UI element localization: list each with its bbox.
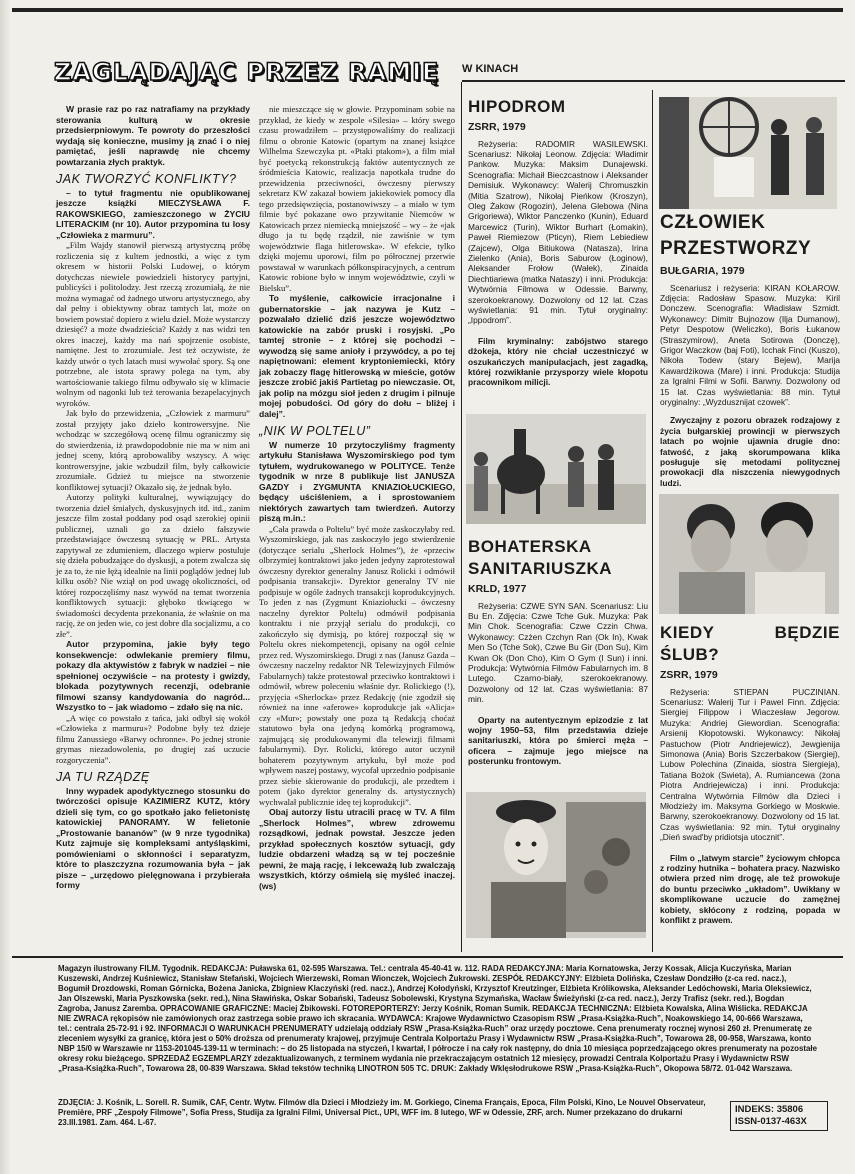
- subheading: JA TU RZĄDZĘ: [56, 770, 150, 784]
- film-title: CZŁOWIEK PRZESTWORZY: [660, 212, 812, 259]
- photo-czlowiek: [659, 97, 837, 209]
- imprint: Magazyn ilustrowany FILM. Tygodnik. REDAKCJA: Puławska 61, 02-595 Warszawa. Tel.: centrala 45-40-41 w. 112. RADA REDAKCYJNA: Maria Kornatowska, Jerzy Kossak, Alicja Kuczyńska, Marian Kuszewski, Andrzej Kuśniewicz, Stanisław Stefański, Wojciech Wierzewski, Roman Wionczek, Wojciech Żukrowski. ZESPÓŁ REDAKCYJNY: Elżbieta Dolińska, Czesław Dondziłło (z-ca red. nacz.), Bogumił Drozdowski, Roman Górnicka, Bożena Janicka, Zbigniew Klaczyński (red. nacz.), Andrzej Kołodyński, Krzysztof Kreutzinger, Elżbieta Królikowska, Aleksander Ledóchowski, Maria Oleksiewicz, Jan Olszewski, Maria Pyszkowska (sekr. red.), Nina Sławińska, Oskar Sobański, Tadeusz Sobolewski, Krystyna Szymańska, Wacław Świeżyński (z-ca red. nacz.), Jerzy Trafisz (sekr. red.), Bogdan Zagroba, Janusz Zaremba. OPRACOWANIE GRAFICZNE: Maciej Żbikowski. FOTOREPORTERZY: Jerzy Kośnik, Roman Sumik. REDAKCJA TECHNICZNA: Elżbieta Kowalska, Alina Wiślicka. REDAKCJA NIE ZWRACA rękopisów nie zamówionych oraz zastrzega sobie prawo ich skracania. WYDAWCA: Krajowe Wydawnictwo Czasopism RSW „Prasa-Książka-Ruch”, Noakowskiego 14, 00-666 Warszawa, tel.: centrala 25-72-91 i 92. INFORMACJI O WARUNKACH PRENUMERATY udzielają oddziały RSW „Prasa-Książka-Ruch” oraz urzędy pocztowe. Cena prenumeraty rocznej wynosi 260 zł. Prenumeratę ze zleceniem wysyłki za granicę, która jest o 50% droższa od prenumeraty krajowej, przyjmuje Centrala Kolportażu Prasy i Wydawnictw RSW „Prasa-Książka-Ruch”, Towarowa 28, 00-958, Warszawa, konto NBP 15/0 w Warszawie nr 1153-201045-139-11 w terminach: – do 25 listopada na styczeń, I kwartał, I półrocze i na cały rok następny, do dnia 10 miesiąca poprzedzającego okres prenumeraty na pozostałe okresy roku bieżącego. SPRZEDAŻ EGZEMPLARZY zdezaktualizowanych, z terminem wydania nie przekraczającym ostatnich 12 miesięcy, prowadzi Centrala Kolportażu Prasy i Wydawnictw RSW „Prasa-Książka-Ruch”, Towarowa 28, 00-839 Warszawa. Skład tekstów techniką LINOTRON 505 TC. DRUK: Zakłady Wklęsłodrukowe RSW „Prasa-Książka-Ruch”, Okopowa 58/72. 01-042 Warszawa.: [58, 964, 817, 1073]
- paragraph: „Film Wajdy stanowił pierwszą artystyczną próbę rozliczenia się z kultem jednostki, a więc z tym okresem w historii Polski Ludowej, o którym dotychczas niewiele powiedzieli historycy partyjni, publicyści i politolodzy. Jest rzeczą zrozumiałą, że nie można wymagać od żadnego utworu artystycznego, aby dał pełny i obiektywny obraz tamtych lat, może on bowiem powstać dopiero z wielu dzieł. Może wystarczy dziesięć? a może dwadzieścia? Każdy z nas widzi ten okres inaczej, każdy ma nań spojrzenie osobiste, namiętne. Jest to zrozumiałe. Jest też oczywiste, że każdy utwór o tych latach musi wywołać spory. Są one potrzebne, ale istota sprawy polega na tym, aby wartościowanie takiego filmu odbywało się w klimacie wolnym od nagonki lub też terowania bezapelacyjnych wyroków.: [56, 240, 250, 408]
- paragraph: „A więc co powstało z tańca, jaki odbył się wokół «Człowieka z marmuru»? Podobne były też dzieje filmu Zanussiego «Barwy ochronne». Po jednej stronie grymas niezadowolenia, po drugiej zaś uczucie rozgoryczenia”.: [56, 712, 250, 765]
- subheading: „NIK W POLTELU”: [259, 424, 371, 438]
- film-credits: Reżyseria: STIEPAN PUCZINIAN. Scenariusz: Walerij Tur i Pawel Finn. Zdjęcia: Siergiej Filippow i Wiaczesław Jegorow. Muzyka: Andriej Giewordian. Scenografia: Arsienij Kłopotowski. Wykonawcy: Nikołaj Pastuchow (Piotr Andriejewicz), Jewgienija Simonowa (Ania) Boris Szczerbakow (Siergiej), Lubow Polechina (Zinaida, siostra Siergieja), Tatiana Bożok (Swieta), A. Rumiancewa (żona Piotra Andriejewicza) i inni. Produkcja: Centralna Wytwórnia Filmów dla Dzieci i Młodzieży im. Maksyma Gorkiego w Moskwie. Barwny, szerokoekranowy. Dozwolony od 15 lat. Czas wyświetlania: 92 min. Tytuł oryginalny „Dień swad'by pridiotsja utocznit”.: [660, 686, 840, 843]
- article-column-1: [56, 104, 250, 891]
- paragraph: W numerze 10 przytoczyliśmy fragmenty artykułu Stanisława Wyszomirskiego pod tym tytułem, wydrukowanego w POLITYCE. Tenże tygodnik w nrze 8 publikuje list JANUSZA GAZDY i ZYGMUNTA KNIAZIOŁUCKIEGO, będący uściśleniem, a i sprostowaniem niektórych zawartych tam twierdzeń. Autorzy piszą m.in.:: [259, 439, 455, 523]
- photo-bohaterska: [466, 792, 646, 938]
- paragraph: Inny wypadek apodyktycznego stosunku do twórczości opisuje KAZIMIERZ KUTZ, który dzieli się tym, co go spotkało jako felietonistę katowickiej PANORAMY. W felietonie „Prostowanie bananów” (w 9 nrze tygodnika) Kutz zajmuje się kompleksami antyśląskimi, pomówieniami o skłonności i separatyzm, które to plaszczyzna rozumowania była – jak pisze – „urzędowo pielęgnowana i przybierała formy: [56, 785, 250, 890]
- film-caption: Oparty na autentycznym epizodzie z lat wojny 1950–53, film przedstawia dzieje sanitariuszki, która po śmierci męża – oficera – zajmuje jego miejsce na posterunku frontowym.: [468, 714, 648, 767]
- film-credits: Reżyseria: CZWE SYN SAN. Scenariusz: Liu Bu En. Zdjęcia: Czwe Tche Guk. Muzyka: Pak Min Chok. Scenografia: Czwe Czzin Chwa. Wykonawcy: Czżen Czchyn Ran (Ok In), Kwak Men So (Tche Sok), Czwe Bu Gir (Don Su), Kim Kwan Ok (Don Cho), Kim O Gym (I Sun) i inni. Produkcja: Wytwórnia Filmów Fabularnych im. 8 Lutego. Czarno-biały, szerokoekranowy. Dozwolony od 12 lat. Czas wyświetlania: 87 min.: [468, 600, 648, 705]
- film-country: ZSRR, 1979: [468, 121, 526, 133]
- index-box: [730, 1101, 828, 1131]
- film-title: BOHATERSKA SANITARIUSZKA: [468, 537, 613, 578]
- film-czlowiek: [660, 210, 840, 488]
- column-masthead: ZAGLĄDAJĄC PRZEZ RAMIĘ: [54, 58, 440, 86]
- divider-vertical: [652, 90, 653, 952]
- film-hipodrom: [468, 96, 648, 388]
- paragraph: Jak było do przewidzenia, „Człowiek z marmuru” został przyjęty jako dzieło kontrowersyjne. Nie wchodząc w szczegółową ocenę filmu ograniczmy się do stwierdzenia, iż prawdopodobnie nie ma w nim ani jednej sceny, którą aprobowaliby wszyscy. A więc kontrowersyjne, jakie wzbudził film, były całkowicie zrozumiałe. Gdzież tu miejsce na stworzenie konfliktowej sytuacji? Okazało się, że jednak było.: [56, 408, 250, 492]
- film-credits: Scenariusz i reżyseria: KIRAN KOŁAROW. Zdjęcia: Radosław Spasow. Muzyka: Kiril Donczew. Scenografia: Władisław Szmidt. Wykonawcy: Dimitr Bujnozow (Ilja Dumanow), Petyr Despotow (Weliczko), Boris Łukanow (Straszymirow), Aneta Sotirowa (Donczę), Grigor Waczkow (baj Foti), Icchak Finci (Kuszo), Nikoła Todew (stary Bejew), Marija Kawardżikowa (Mare) i inni. Produkcja: Studija za Igralni Filmi w Sofii. Barwny. Dozwolony od 15 lat. Czas wyświetlania: 88 min. Tytuł oryginalny: „Wyzdusznijat czowek”.: [660, 282, 840, 407]
- index-number: INDEKS: 35806: [735, 1104, 804, 1115]
- film-bohaterska: [468, 536, 648, 767]
- paragraph: Autorzy polityki kulturalnej, wywiązujący do tworzenia dzieł śmiałych, dyskusyjnych itd. itd., zanim jeszcze film został poddany pod osąd szerokiej opinii publicznej, uznali go za dzieło fałszywie przedstawiające ówczesną sytuację w PRL. Artysta zapytywał ze zdumieniem, dlaczego wpierw postuluje się dzieła pobudzające do dyskusji, a potem zwalcza się je za to, że nie łężą idealnie na linii poglądów jednej lub kilku osób? Nie wziął on pod uwagę okoliczności, od której rozpoczęliśmy nasz wywód na temat tworzenia konfliktowych sytuacji: głęboko tkwiącego w świadomości decydenta przekonania, że właśnie on ma rację, że on jeden wie, co jest dobre dla socjalizmu, a co złe”.: [56, 492, 250, 639]
- film-caption: Film o „latwym starcie” życiowym chłopca z rodziny hutnika – bohatera pracy. Nazwisko otwiera przed nim drogę, ale też prowokuje do buntu przeciwko „układom”. Uwikłany w skomplikowane uczucie do zamężnej kobiety, skłócony z rodziną, popada w konflikt z prawem.: [660, 852, 840, 926]
- paragraph: – to tytuł fragmentu nie opublikowanej jeszcze książki MIECZYSŁAWA F. RAKOWSKIEGO, zamieszczonego w ŻYCIU LITERACKIM (nr 10). Autor przypomina tu losy „Człowieka z marmuru”.: [56, 187, 250, 240]
- photo-slub: [659, 494, 839, 614]
- film-title: HIPODROM: [468, 97, 566, 116]
- film-country: ZSRR, 1979: [660, 669, 718, 681]
- film-title: KIEDY BĘDZIE ŚLUB?: [660, 623, 840, 664]
- divider-vertical: [461, 82, 462, 952]
- film-caption: Zwyczajny z pozoru obrazek rodzajowy z życia bułgarskiej prowincji w pierwszych latach po wojnie ujawnia drugie dno: fatwość, z jaką skorumpowana klika posługuje się metodami politycznej prowokacji dla niszczenia niewygodnych ludzi.: [660, 415, 840, 488]
- article-lead: W prasie raz po raz natrafiamy na przykłady sterowania kulturą w okresie przedsierpniowym. Te powroty do przeszłości wydają się konieczne, musimy ją znać i o niej pamiętać, jeśli naprawdę nie chcemy powtarzania złych praktyk.: [56, 104, 250, 167]
- divider-horizontal: [12, 956, 843, 958]
- section-label: W KINACH: [462, 63, 519, 75]
- divider-horizontal: [462, 80, 845, 82]
- subheading: JAK TWORZYĆ KONFLIKTY?: [56, 172, 237, 186]
- page-edge-shadow: [0, 0, 10, 1174]
- paragraph: „Cała prawda o Poltelu” być może zaskoczyłaby red. Wyszomirskiego, jak nas zaskoczyło jego stwierdzenie (dotyczące serialu „Sherlock Holmes”), że «przeciw olbrzymiej kontraktowi jako jeden jedyny zaprotestował ówczesny dyrektor generalny Janusz Rolicki i odmówił podpisania transakcji». Dyrektor generalny TV nie podpisuje w ogóle żadnych transakcji koprodukcyjnych. To jeden z nas (Zygmunt Kniaziołucki – ówczesny naczelny dyrektor Poltelu) odmówił podpisania kontraktu i nie przyjął serialu do produkcji, co zakończyło się dymisją, po której rozpoczął się w Poltelu okres niekompetencji, opisany na ogół celnie przez red. Wyszomirskiego. Drugi z nas (Janusz Gazda – ówczesny naczelny redaktor NR Telewizyjnych Filmów Fabularnych) także protestował przeciwko kontraktowi i odmówił, wbrew poleceniu właśnie dyr. Rolickiego (!), przyjęcia «Sherlocka» przez Redakcję (nie zgodził się również na inne «aferowe» koprodukcje jak «Alicja» czy «Mur»; powstały one poza tą Redakcją choćaż statutowo była ona jedyną komórką programową, zajmującą się produkowanymi dla telewizji filmami fabularnymi). Dyr. Rolicki, którego autor uczynił bohaterem pozytywnym artykułu, był może pod wpływem naszej postawy, wycofał uprzednio podpisanie przez siebie skierowanie do produkcji, ale przedtem i potem (jako dyrektor generalny ds. artystycznych) wychwalał publicznie ideę tej koprodukcji”.: [259, 523, 455, 807]
- paragraph: Obaj autorzy listu utracili pracę w TV. A film „Sherlock Holmes”, wbrew zdrowemu rozsądkowi, jednak powstał. Jeszcze jeden przykład społecznych kosztów sytuacji, gdy ludzie obdarzeni władzą są w tej pocześnie pewni, że mają rację, i lekceważą lub zwalczają wszystkich, którzy ośmielą się myśleć inaczej. (ws): [259, 807, 455, 891]
- photo-credits: ZDJĘCIA: J. Kośnik, L. Sorell. R. Sumik, CAF, Centr. Wytw. Filmów dla Dzieci i Młodzieży im. M. Gorkiego, Cinema Français, Epoca, Film Polski, Kino, Le Nouvel Observateur, Première, PRF „Zespoły Filmowe”, Sofia Press, Studija za Igralni Filmi, Universal Pict., UPI, WFF im. 8 lutego, WF w Odessie, ZRF, arch. Numer przekazano do drukarni 23.III.1981. Zam. 464. L-67.: [58, 1098, 706, 1127]
- article-column-2: [259, 104, 455, 891]
- film-country: BUŁGARIA, 1979: [660, 265, 745, 277]
- film-country: KRLD, 1977: [468, 583, 527, 595]
- paragraph: To myślenie, całkowicie irracjonalne i gubernatorskie – jak nazywa je Kutz – pozwalało dzielić dziś jeszcze województwo katowickie na zabór pruski i rosyjski. „Po tamtej stronie – z której się pochodzi – wywodzą się same anioły i przywódcy, a po tej napiętnowani: element kryptoniemiecki, który jak zobaczy flagę hitlerowską w mieście, gotów jeszcze zrobić jakiś Partietag po niewczasie. Ot, jak polip na mózgu sioł jeden z drugim i pilnuje mojej pobudości. Od góry do dołu – bliżej i dalej”.: [259, 293, 455, 419]
- film-slub: [660, 622, 840, 925]
- film-caption: Film kryminalny: zabójstwo starego dżokeja, który nie chciał uczestniczyć w oszukańczych manipulacjach, jest zagadką, której rozwikłanie przysporzy wiele kłopotu pracownikom milicji.: [468, 335, 648, 388]
- paragraph: Autor przypomina, jakie były tego konsekwencje: odwlekanie premiery filmu, pokazy dla aktywistów z fabryk w nadziei – nie spełnionej oczywiście – na protesty i gwizdy, blokada pozytywnych recenzji, odebranie filmowi szansy kandydowania do nagród... Wszystko to – jak wiadomo – zdało się na nic.: [56, 639, 250, 712]
- issn-number: ISSN-0137-463X: [735, 1116, 807, 1127]
- film-credits: Reżyseria: RADOMIR WASILEWSKI. Scenariusz: Nikołaj Leonow. Zdjęcia: Władimir Pankow. Muzyka: Maksim Dunajewski. Scenografia: Michaił Bieczcastnow i Aleksander Demisiuk. Wykonawcy: Walerij Chromuszkin (Mitia Szatrow), Nikołaj Pieńkow (Kroszyn), Oleg Żakow (Rogozin), Jelena Glebowa (Nina Grigoriewa), Wiktor Panczenko (Kunin), Eduard Marcewicz (Turin), Wiktor Burhart (Łomakin), Paweł Riemiezow (Pticyn), Riem Lebiediew (Zajcew), Olga Bitiukowa (Natasza), Irina Zielenko (Ania), Boris Saburow (Łoginow), Aleksander Frołow (Wałek), Zinaida Diechtiariewa (matka Nataszy) i inni. Produkcja: Wytwórnia Filmowa w Odessie. Barwny, szerokoekranowy. Dozwolony od 12 lat. Czas wyświetlania: 91 min. Tytuł oryginalny: „Ippodrom”.: [468, 138, 648, 326]
- top-rule: [12, 8, 843, 12]
- paragraph: nie mieszczące się w głowie. Przypominam sobie na przykład, że kiedy w zespole «Silesia» – który swego czasu prowadziłem – przystępowaliśmy do realizacji filmu o obronie Katowic (opartym na znanej książce Wilhelma Szewczyka pt. «Ptaki ptakom»), a film miał być poetycką rekonstrukcją faktów autentycznych ze śródmieścia Katowic, realizacja napotkała trudne do przewidzenia przeciwności, ówczesny pierwszy sekretarz KW zakazał bowiem jakiekowiek pomocy dla tego przedsięwzięcia, postanowiwszy – a miało w tym filmie być pokazane owo przywitanie Niemców w Katowicach przez niemiecką mniejszość – wy – że «jak długo ja tu będę rządził, nie zawiśnie w tym województwie flaga hitlerowska». W efekcie, tylko dzięki mojemu uporowi, film po półrocznej przerwie powstawał w warunkach półkonspiracyjnych, a centrum Katowic robione było w innym województwie, czyli w Bielsku”.: [259, 104, 455, 293]
- photo-hipodrom: [466, 414, 646, 524]
